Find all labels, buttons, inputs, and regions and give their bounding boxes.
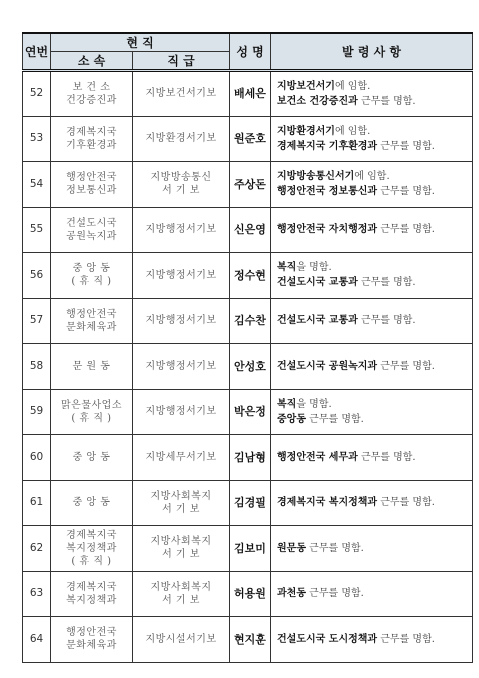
row-grade: [133, 162, 230, 208]
row-department: [51, 162, 133, 208]
order-emphasis: 건설도시국 교통과: [277, 315, 358, 327]
order-text: 근무를 명함.: [377, 360, 435, 372]
row-number: 54: [23, 162, 51, 208]
order-emphasis: 건설도시국 도시정책과: [277, 633, 378, 645]
department-line: 중 앙 동: [72, 451, 111, 463]
table-row: [23, 207, 473, 253]
table-row: [23, 162, 473, 208]
department-line: 행정안전국: [66, 172, 117, 184]
order-emphasis: 지방보건서기: [277, 80, 335, 92]
row-number: 61: [23, 480, 51, 526]
order-line: [277, 275, 472, 290]
table-row: [23, 253, 473, 299]
order-emphasis: 건설도시국 교통과: [277, 277, 358, 289]
row-person-name: 김남형: [230, 435, 271, 481]
department-line: 건강증진과: [66, 94, 117, 106]
order-line: [277, 541, 472, 556]
row-department: [51, 71, 133, 117]
row-grade: [133, 253, 230, 299]
grade-line: 서 기 보: [162, 503, 200, 515]
row-order: [271, 344, 473, 390]
row-department: [51, 389, 133, 435]
row-number: 56: [23, 253, 51, 299]
table-body: [23, 71, 473, 663]
department-line: 문 원 동: [72, 360, 111, 372]
order-line: [277, 450, 472, 465]
row-grade: [133, 526, 230, 572]
order-text: 근무를 명함.: [377, 633, 435, 645]
grade-line: 서 기 보: [162, 185, 200, 197]
order-emphasis: 지방환경서기: [277, 125, 335, 137]
grade-line: 지방행정서기보: [145, 315, 217, 327]
department-line: 문화체육과: [66, 321, 117, 333]
row-number: 55: [23, 207, 51, 253]
order-line: [277, 79, 472, 94]
table-row: [23, 526, 473, 572]
order-line: [277, 260, 472, 275]
row-department: [51, 435, 133, 481]
grade-line: 지방사회복지: [150, 581, 212, 593]
order-text: 근무를 명함.: [305, 542, 364, 554]
order-text: 에 임함.: [334, 80, 371, 92]
row-order: [271, 253, 473, 299]
grade-line: 지방행정서기보: [145, 360, 217, 372]
row-number: 58: [23, 344, 51, 390]
grade-line: 서 기 보: [162, 549, 200, 561]
personnel-table-container: [22, 32, 472, 663]
order-text: 근무를 명함.: [377, 140, 435, 152]
row-number: 60: [23, 435, 51, 481]
row-department: [51, 526, 133, 572]
row-department: [51, 571, 133, 617]
grade-line: 지방행정서기보: [145, 224, 217, 236]
order-emphasis: 행정안전국 세무과: [277, 451, 358, 463]
row-person-name: 허용원: [230, 571, 271, 617]
row-person-name: 현지훈: [230, 617, 271, 663]
table-row: [23, 344, 473, 390]
department-line: 기후환경과: [66, 139, 117, 151]
header-current-position: 현 직: [51, 33, 230, 52]
department-line: 정보통신과: [66, 185, 117, 197]
row-grade: [133, 480, 230, 526]
row-department: [51, 617, 133, 663]
order-line: [277, 313, 472, 328]
order-text: 근무를 명함.: [357, 451, 416, 463]
order-emphasis: 중앙동: [277, 413, 306, 425]
row-person-name: 김경필: [230, 480, 271, 526]
order-emphasis: 행정안전국 정보통신과: [277, 186, 378, 198]
order-line: [277, 412, 472, 427]
grade-line: 지방환경서기보: [145, 133, 217, 145]
grade-line: 지방행정서기보: [145, 269, 217, 281]
department-line: 경제복지국: [66, 581, 117, 593]
table-row: [23, 435, 473, 481]
row-person-name: 배세은: [230, 71, 271, 117]
order-emphasis: 경제복지국 기후환경과: [277, 140, 378, 152]
row-order: [271, 617, 473, 663]
row-number: 53: [23, 116, 51, 162]
row-order: [271, 71, 473, 117]
department-line: 맑은물사업소: [61, 399, 122, 411]
row-person-name: 원준호: [230, 116, 271, 162]
row-order: [271, 571, 473, 617]
table-row: [23, 617, 473, 663]
order-emphasis: 원문동: [277, 542, 306, 554]
row-order: [271, 480, 473, 526]
department-line: 행정안전국: [66, 627, 117, 639]
table-row: [23, 298, 473, 344]
department-line: ( 휴 직 ): [71, 412, 112, 424]
order-text: 근무를 명함.: [357, 95, 416, 107]
header-dept: 소 속: [51, 52, 133, 71]
grade-line: 지방행정서기보: [145, 406, 217, 418]
order-line: [277, 495, 472, 510]
row-order: [271, 389, 473, 435]
grade-line: 지방사회복지: [150, 536, 212, 548]
table-row: [23, 571, 473, 617]
row-department: [51, 480, 133, 526]
order-text: 근무를 명함.: [305, 588, 364, 600]
row-order: [271, 162, 473, 208]
grade-line: 서 기 보: [162, 594, 200, 606]
row-number: 59: [23, 389, 51, 435]
order-emphasis: 행정안전국 자치행정과: [277, 224, 378, 236]
row-grade: [133, 571, 230, 617]
department-line: 보 건 소: [72, 81, 111, 93]
grade-line: 지방방송통신: [150, 172, 212, 184]
order-text: 근무를 명함.: [377, 497, 435, 509]
order-text: 근무를 명함.: [377, 186, 435, 198]
personnel-order-table: [22, 32, 473, 663]
order-line: [277, 184, 472, 199]
row-order: [271, 298, 473, 344]
header-order: 발 령 사 항: [271, 33, 473, 71]
order-line: [277, 169, 472, 184]
header-no: 연번: [23, 33, 51, 71]
row-number: 57: [23, 298, 51, 344]
row-person-name: 주상돈: [230, 162, 271, 208]
row-grade: [133, 435, 230, 481]
department-line: 경제복지국: [66, 529, 117, 541]
department-line: 공원녹지과: [66, 230, 117, 242]
order-text: 근무를 명함.: [377, 224, 435, 236]
row-department: [51, 116, 133, 162]
order-line: [277, 94, 472, 109]
order-line: [277, 359, 472, 374]
order-line: [277, 586, 472, 601]
row-order: [271, 116, 473, 162]
grade-line: 지방사회복지: [150, 490, 212, 502]
row-grade: [133, 344, 230, 390]
row-person-name: 김수찬: [230, 298, 271, 344]
table-row: [23, 389, 473, 435]
row-grade: [133, 389, 230, 435]
row-person-name: 정수현: [230, 253, 271, 299]
header-name: 성 명: [230, 33, 271, 71]
department-line: ( 휴 직 ): [71, 276, 112, 288]
row-grade: [133, 617, 230, 663]
row-grade: [133, 71, 230, 117]
order-emphasis: 경제복지국 복지정책과: [277, 497, 378, 509]
order-line: [277, 632, 472, 647]
row-person-name: 박은정: [230, 389, 271, 435]
department-line: 문화체육과: [66, 640, 117, 652]
department-line: 복지정책과: [66, 594, 117, 606]
order-text: 근무를 명함.: [357, 277, 416, 289]
row-grade: [133, 298, 230, 344]
row-department: [51, 207, 133, 253]
order-text: 근무를 명함.: [305, 413, 364, 425]
department-line: 복지정책과: [66, 542, 117, 554]
department-line: 경제복지국: [66, 126, 117, 138]
order-emphasis: 보건소 건강증진과: [277, 95, 358, 107]
order-emphasis: 복직: [277, 398, 297, 410]
row-number: 62: [23, 526, 51, 572]
order-text: 에 임함.: [354, 171, 390, 183]
row-person-name: 신은영: [230, 207, 271, 253]
table-row: [23, 480, 473, 526]
order-emphasis: 지방방송통신서기: [277, 171, 355, 183]
row-person-name: 김보미: [230, 526, 271, 572]
department-line: 행정안전국: [66, 308, 117, 320]
table-row: [23, 71, 473, 117]
row-number: 63: [23, 571, 51, 617]
row-department: [51, 253, 133, 299]
row-grade: [133, 207, 230, 253]
order-line: [277, 139, 472, 154]
row-number: 64: [23, 617, 51, 663]
order-text: 을 명함.: [296, 262, 332, 274]
table-row: [23, 116, 473, 162]
order-emphasis: 복직: [277, 262, 297, 274]
grade-line: 지방세무서기보: [145, 451, 217, 463]
order-text: 에 임함.: [334, 125, 371, 137]
row-person-name: 안성호: [230, 344, 271, 390]
department-line: ( 휴 직 ): [71, 555, 112, 567]
row-order: [271, 435, 473, 481]
order-emphasis: 건설도시국 공원녹지과: [277, 360, 378, 372]
order-line: [277, 124, 472, 139]
row-grade: [133, 116, 230, 162]
grade-line: 지방보건서기보: [145, 88, 217, 100]
row-number: 52: [23, 71, 51, 117]
row-order: [271, 526, 473, 572]
order-emphasis: 과천동: [277, 588, 306, 600]
row-department: [51, 344, 133, 390]
header-grade: 직 급: [133, 52, 230, 71]
department-line: 건설도시국: [66, 217, 117, 229]
order-text: 근무를 명함.: [357, 315, 416, 327]
order-line: [277, 397, 472, 412]
department-line: 중 앙 동: [72, 263, 111, 275]
row-department: [51, 298, 133, 344]
order-text: 을 명함.: [296, 398, 332, 410]
row-order: [271, 207, 473, 253]
order-line: [277, 222, 472, 237]
department-line: 중 앙 동: [72, 497, 111, 509]
grade-line: 지방시설서기보: [145, 633, 217, 645]
